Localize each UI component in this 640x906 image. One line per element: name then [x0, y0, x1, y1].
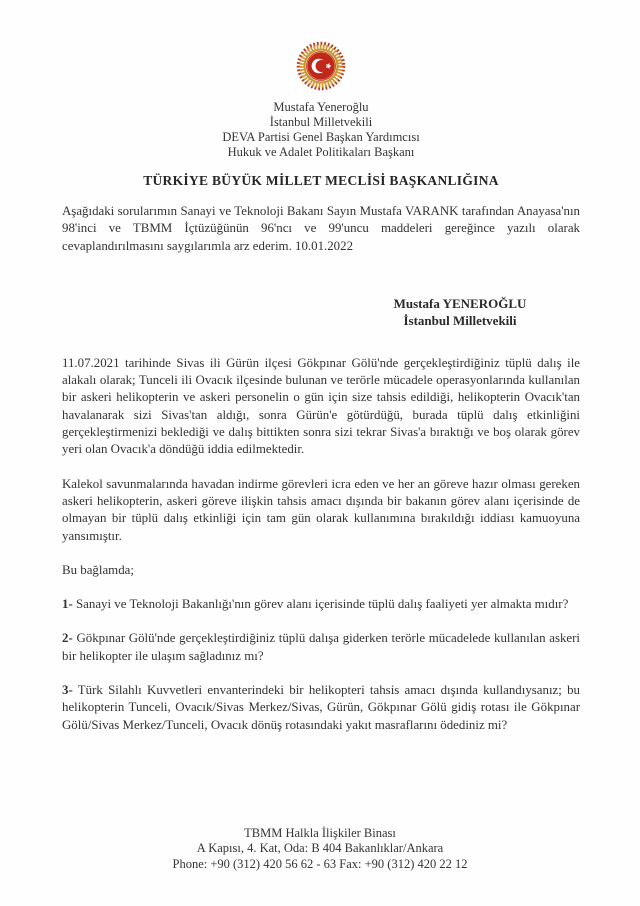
footer-building: TBMM Halkla İlişkiler Binası	[244, 825, 396, 840]
signature-name: Mustafa YENEROĞLU	[393, 295, 527, 311]
question-2	[62, 630, 580, 665]
signature-block	[340, 295, 580, 329]
tbmm-emblem-icon	[295, 40, 347, 97]
question-2-number: 2-	[62, 631, 73, 646]
question-1-text: Sanayi ve Teknoloji Bakanlığı'nın görev alanı içerisinde tüplü dalış faaliyeti yer almakta mıdır?	[75, 597, 569, 612]
salutation-title: TÜRKİYE BÜYÜK MİLLET MECLİSİ BAŞKANLIĞINA	[143, 173, 499, 188]
footer-address: A Kapısı, 4. Kat, Oda: B 404 Bakanlıklar/Ankara	[196, 841, 444, 855]
question-3	[62, 682, 580, 734]
body-paragraph-2: Kalekol savunmalarında havadan indirme görevleri icra eden ve her an göreve hazır olması gereken askeri helikopterin, askeri göreve ilişkin tahsis amacı dışında bir bakanın görev alanı içerisinde de olmayan bir tüplü dalış etkinliği için tam gün olarak kullanımına bırakıldığı iddiası kamuoyuna yansımıştır.	[62, 476, 580, 543]
context-lead: Bu bağlamda;	[62, 562, 134, 577]
footer-phone-fax: Phone: +90 (312) 420 56 62 - 63 Fax: +90 (312) 420 22 12	[172, 856, 468, 871]
question-3-number: 3-	[62, 683, 73, 698]
body-paragraph-1: 11.07.2021 tarihinde Sivas ili Gürün ilçesi Gökpınar Gölü'nde gerçekleştirdiğiniz tüplü dalış ile alakalı olarak; Tunceli ili Ovacık ilçesinde bulunan ve terörle mücadele operasyonlarında kullanılan bir askeri helikopterin ve askeri personelin o gün için size tahsis edildiği, helikopterin Ovacık'tan havalanarak sizi Sivas'tan aldığı, sonra Gürün'e götürdüğü, burada tüplü dalış etkinliğini gerçekleştirmenizi beklediği ve dalış bittikten sonra sizi tekrar Sivas'a bıraktığı ve boş olarak görev yeri olan Ovacık'a döndüğü iddia edilmektedir.	[62, 355, 580, 457]
intro-paragraph: Aşağıdaki sorularımın Sanayi ve Teknoloji Bakanı Sayın Mustafa VARANK tarafından Anayasa'nın 98'inci ve TBMM İçtüzüğünün 96'ncı ve 99'uncu maddeleri gereğince yazılı olarak cevaplandırılmasını saygılarımla arz ederim. 10.01.2022	[62, 204, 580, 253]
mp-title: İstanbul Milletvekili	[269, 115, 373, 129]
signature-title: İstanbul Milletvekili	[403, 312, 517, 328]
question-3-text: Türk Silahlı Kuvvetleri envanterindeki bir helikopteri tahsis amacı dışında kullandıysanız; bu helikopterin Tunceli, Ovacık/Sivas Merkez/Sivas, Gürün, Gökpınar Gölü gidiş rotası ile Gökpınar Gölü/Sivas Merkez/Tunceli, Ovacık dönüş rotasındaki yakıt masraflarını ödediniz mi?	[62, 683, 580, 732]
party-role: DEVA Partisi Genel Başkan Yardımcısı	[222, 130, 420, 144]
question-1-number: 1-	[62, 597, 73, 612]
emblem-container	[62, 0, 580, 97]
mp-name: Mustafa Yeneroğlu	[273, 100, 369, 114]
document-footer	[0, 826, 640, 873]
question-1	[62, 596, 580, 613]
policy-role: Hukuk ve Adalet Politikaları Başkanı	[227, 145, 415, 159]
letterhead	[62, 100, 580, 160]
question-2-text: Gökpınar Gölü'nde gerçekleştirdiğiniz tüplü dalışa giderken terörle mücadelede kullanılan askeri bir helikopter ile ulaşım sağladınız mı?	[62, 631, 580, 663]
